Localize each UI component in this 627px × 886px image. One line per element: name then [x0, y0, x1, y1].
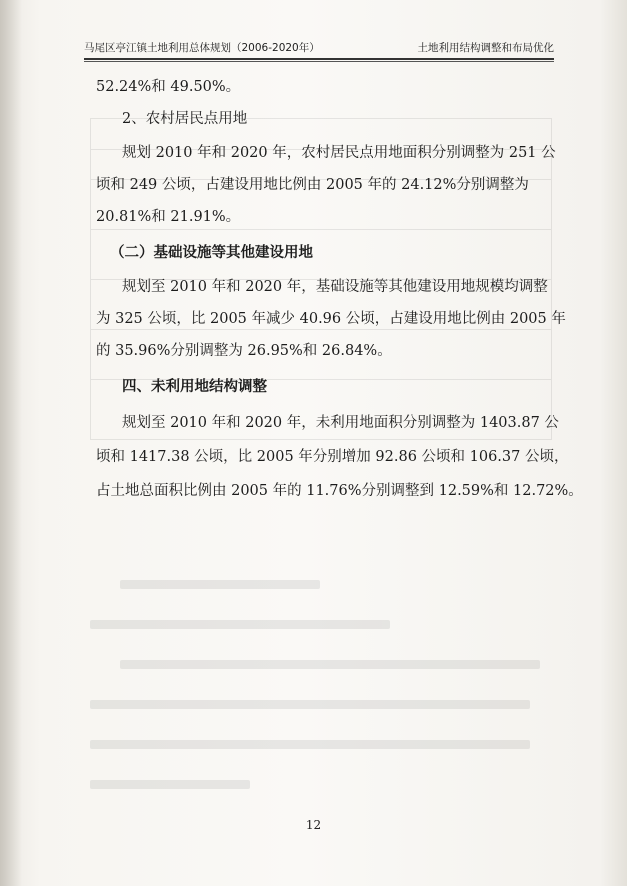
header-section: 土地利用结构调整和布局优化 — [417, 42, 554, 54]
section-heading: （二）基础设施等其他建设用地 — [110, 244, 313, 261]
header-title: 马尾区亭江镇土地利用总体规划（2006-2020年） — [84, 42, 320, 54]
paragraph-line: 规划至 2010 年和 2020 年，基础设施等其他建设用地规模均调整 — [122, 279, 548, 295]
subsection-heading: 2、农村居民点用地 — [122, 111, 248, 127]
paragraph-line: 52.24%和 49.50%。 — [96, 79, 241, 95]
bleed-through-text — [90, 620, 390, 629]
paragraph-line: 的 35.96%分别调整为 26.95%和 26.84%。 — [96, 343, 392, 359]
paragraph-line: 顷和 249 公顷，占建设用地比例由 2005 年的 24.12%分别调整为 — [96, 177, 529, 193]
section-heading: 四、未利用地结构调整 — [122, 378, 267, 395]
page-number: 12 — [305, 818, 322, 832]
paragraph-line: 规划 2010 年和 2020 年，农村居民点用地面积分别调整为 251 公 — [122, 145, 556, 161]
paragraph-line: 顷和 1417.38 公顷，比 2005 年分别增加 92.86 公顷和 106.37 公顷， — [96, 449, 569, 465]
bleed-through-text — [90, 780, 250, 789]
bleed-through-text — [120, 660, 540, 669]
paragraph-line: 为 325 公顷，比 2005 年减少 40.96 公顷，占建设用地比例由 2005 年 — [96, 311, 566, 327]
header-rule — [84, 58, 554, 60]
header-rule-thin — [84, 61, 554, 62]
bleed-through-text — [90, 740, 530, 749]
paragraph-line: 规划至 2010 年和 2020 年，未利用地面积分别调整为 1403.87 公 — [122, 415, 559, 431]
paragraph-line: 占土地总面积比例由 2005 年的 11.76%分别调整到 12.59%和 12.72%。 — [96, 483, 583, 499]
running-header — [84, 38, 554, 56]
page-binding-shadow — [0, 0, 22, 886]
paragraph-line: 20.81%和 21.91%。 — [96, 209, 241, 225]
bleed-through-text — [90, 700, 530, 709]
bleed-through-text — [120, 580, 320, 589]
